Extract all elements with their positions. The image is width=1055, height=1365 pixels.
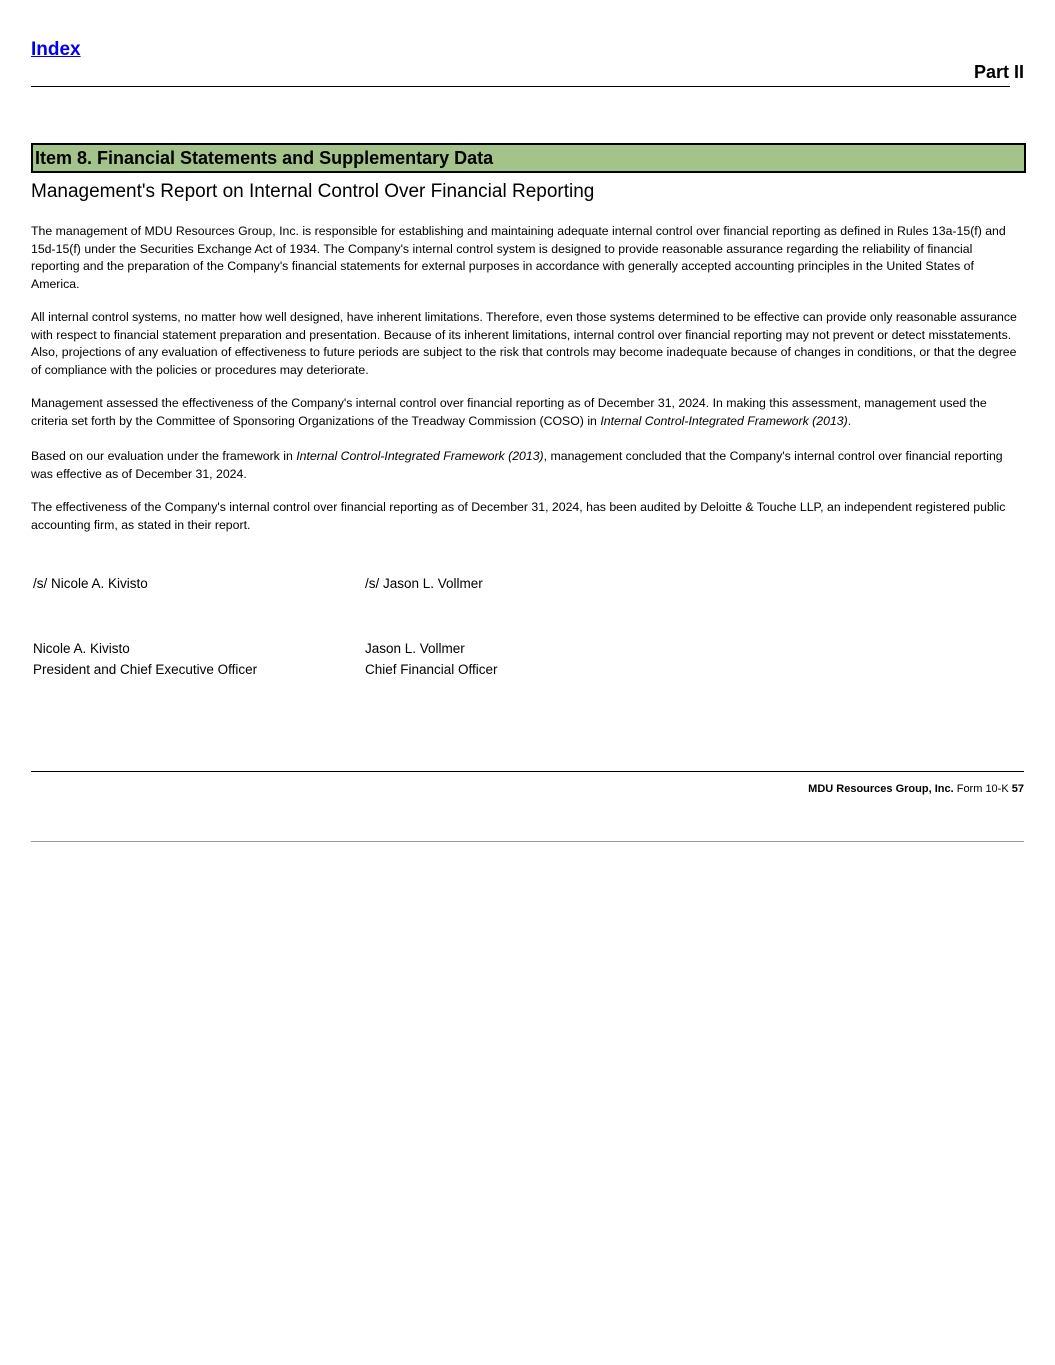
part-label: Part II	[973, 62, 1024, 82]
signature-ceo: /s/ Nicole A. Kivisto	[33, 576, 148, 591]
footer-company: MDU Resources Group, Inc.	[808, 783, 954, 795]
item-heading: Item 8. Financial Statements and Supplementary Data	[31, 143, 1026, 173]
page-bottom-divider	[31, 841, 1024, 842]
page-footer	[808, 783, 1024, 795]
report-title: Management's Report on Internal Control Over Financial Reporting	[31, 181, 595, 202]
paragraph-conclusion	[31, 448, 1024, 483]
paragraph-responsibility: The management of MDU Resources Group, Inc. is responsible for establishing and maintaining adequate internal control over financial reporting as defined in Rules 13a-15(f) and 15d-15(f) under the Securities Exchange Act of 1934. The Company's internal control system is designed to provide reasonable assurance regarding the reliability of financial reporting and the preparation of the Company's financial statements for external purposes in accordance with generally accepted accounting principles in the United States of America.	[31, 224, 1006, 291]
signer-name: Jason L. Vollmer	[365, 641, 465, 656]
signer-name: Nicole A. Kivisto	[33, 641, 130, 656]
assessment-text: Management assessed the effectiveness of the Company's internal control over financial reporting as of December 31, 2024. In making this assessment, management used the criteria set forth by the Committee of Sponsoring Organizations of the Treadway Commission (COSO) in	[31, 396, 987, 428]
signer-title: President and Chief Executive Officer	[33, 662, 258, 677]
index-link[interactable]: Index	[31, 39, 81, 60]
header-divider	[31, 86, 1010, 87]
framework-title: Internal Control-Integrated Framework (2013)	[600, 413, 848, 428]
paragraph-limitations: All internal control systems, no matter how well designed, have inherent limitations. Therefore, even those systems determined to be effective can provide only reasonable assurance with respect to financial statement preparation and presentation. Because of its inherent limitations, internal control over financial reporting may not prevent or detect misstatements. Also, projections of any evaluation of effectiveness to future periods are subject to the risk that controls may become inadequate because of changes in conditions, or that the degree of compliance with the policies or procedures may deteriorate.	[31, 310, 1017, 377]
conclusion-text-end: , management concluded that the Company's internal control over financial reporting was effective as of December 31, 2024.	[31, 449, 1003, 481]
paragraph-assessment	[31, 395, 1024, 430]
signature-cfo: /s/ Jason L. Vollmer	[365, 576, 483, 591]
conclusion-text: Based on our evaluation under the framework in	[31, 449, 297, 463]
signer-title: Chief Financial Officer	[365, 662, 498, 677]
framework-title: Internal Control-Integrated Framework (2013)	[296, 449, 544, 463]
signer-cfo	[365, 638, 498, 680]
page-number: 57	[1011, 783, 1024, 795]
paragraph-audit: The effectiveness of the Company's internal control over financial reporting as of December 31, 2024, has been audited by Deloitte & Touche LLP, an independent registered public accounting firm, as stated in their report.	[31, 500, 1006, 532]
footer-form: Form 10-K	[956, 783, 1009, 795]
footer-divider	[31, 771, 1024, 772]
signer-ceo	[33, 638, 257, 680]
assessment-text-end: .	[847, 413, 852, 428]
